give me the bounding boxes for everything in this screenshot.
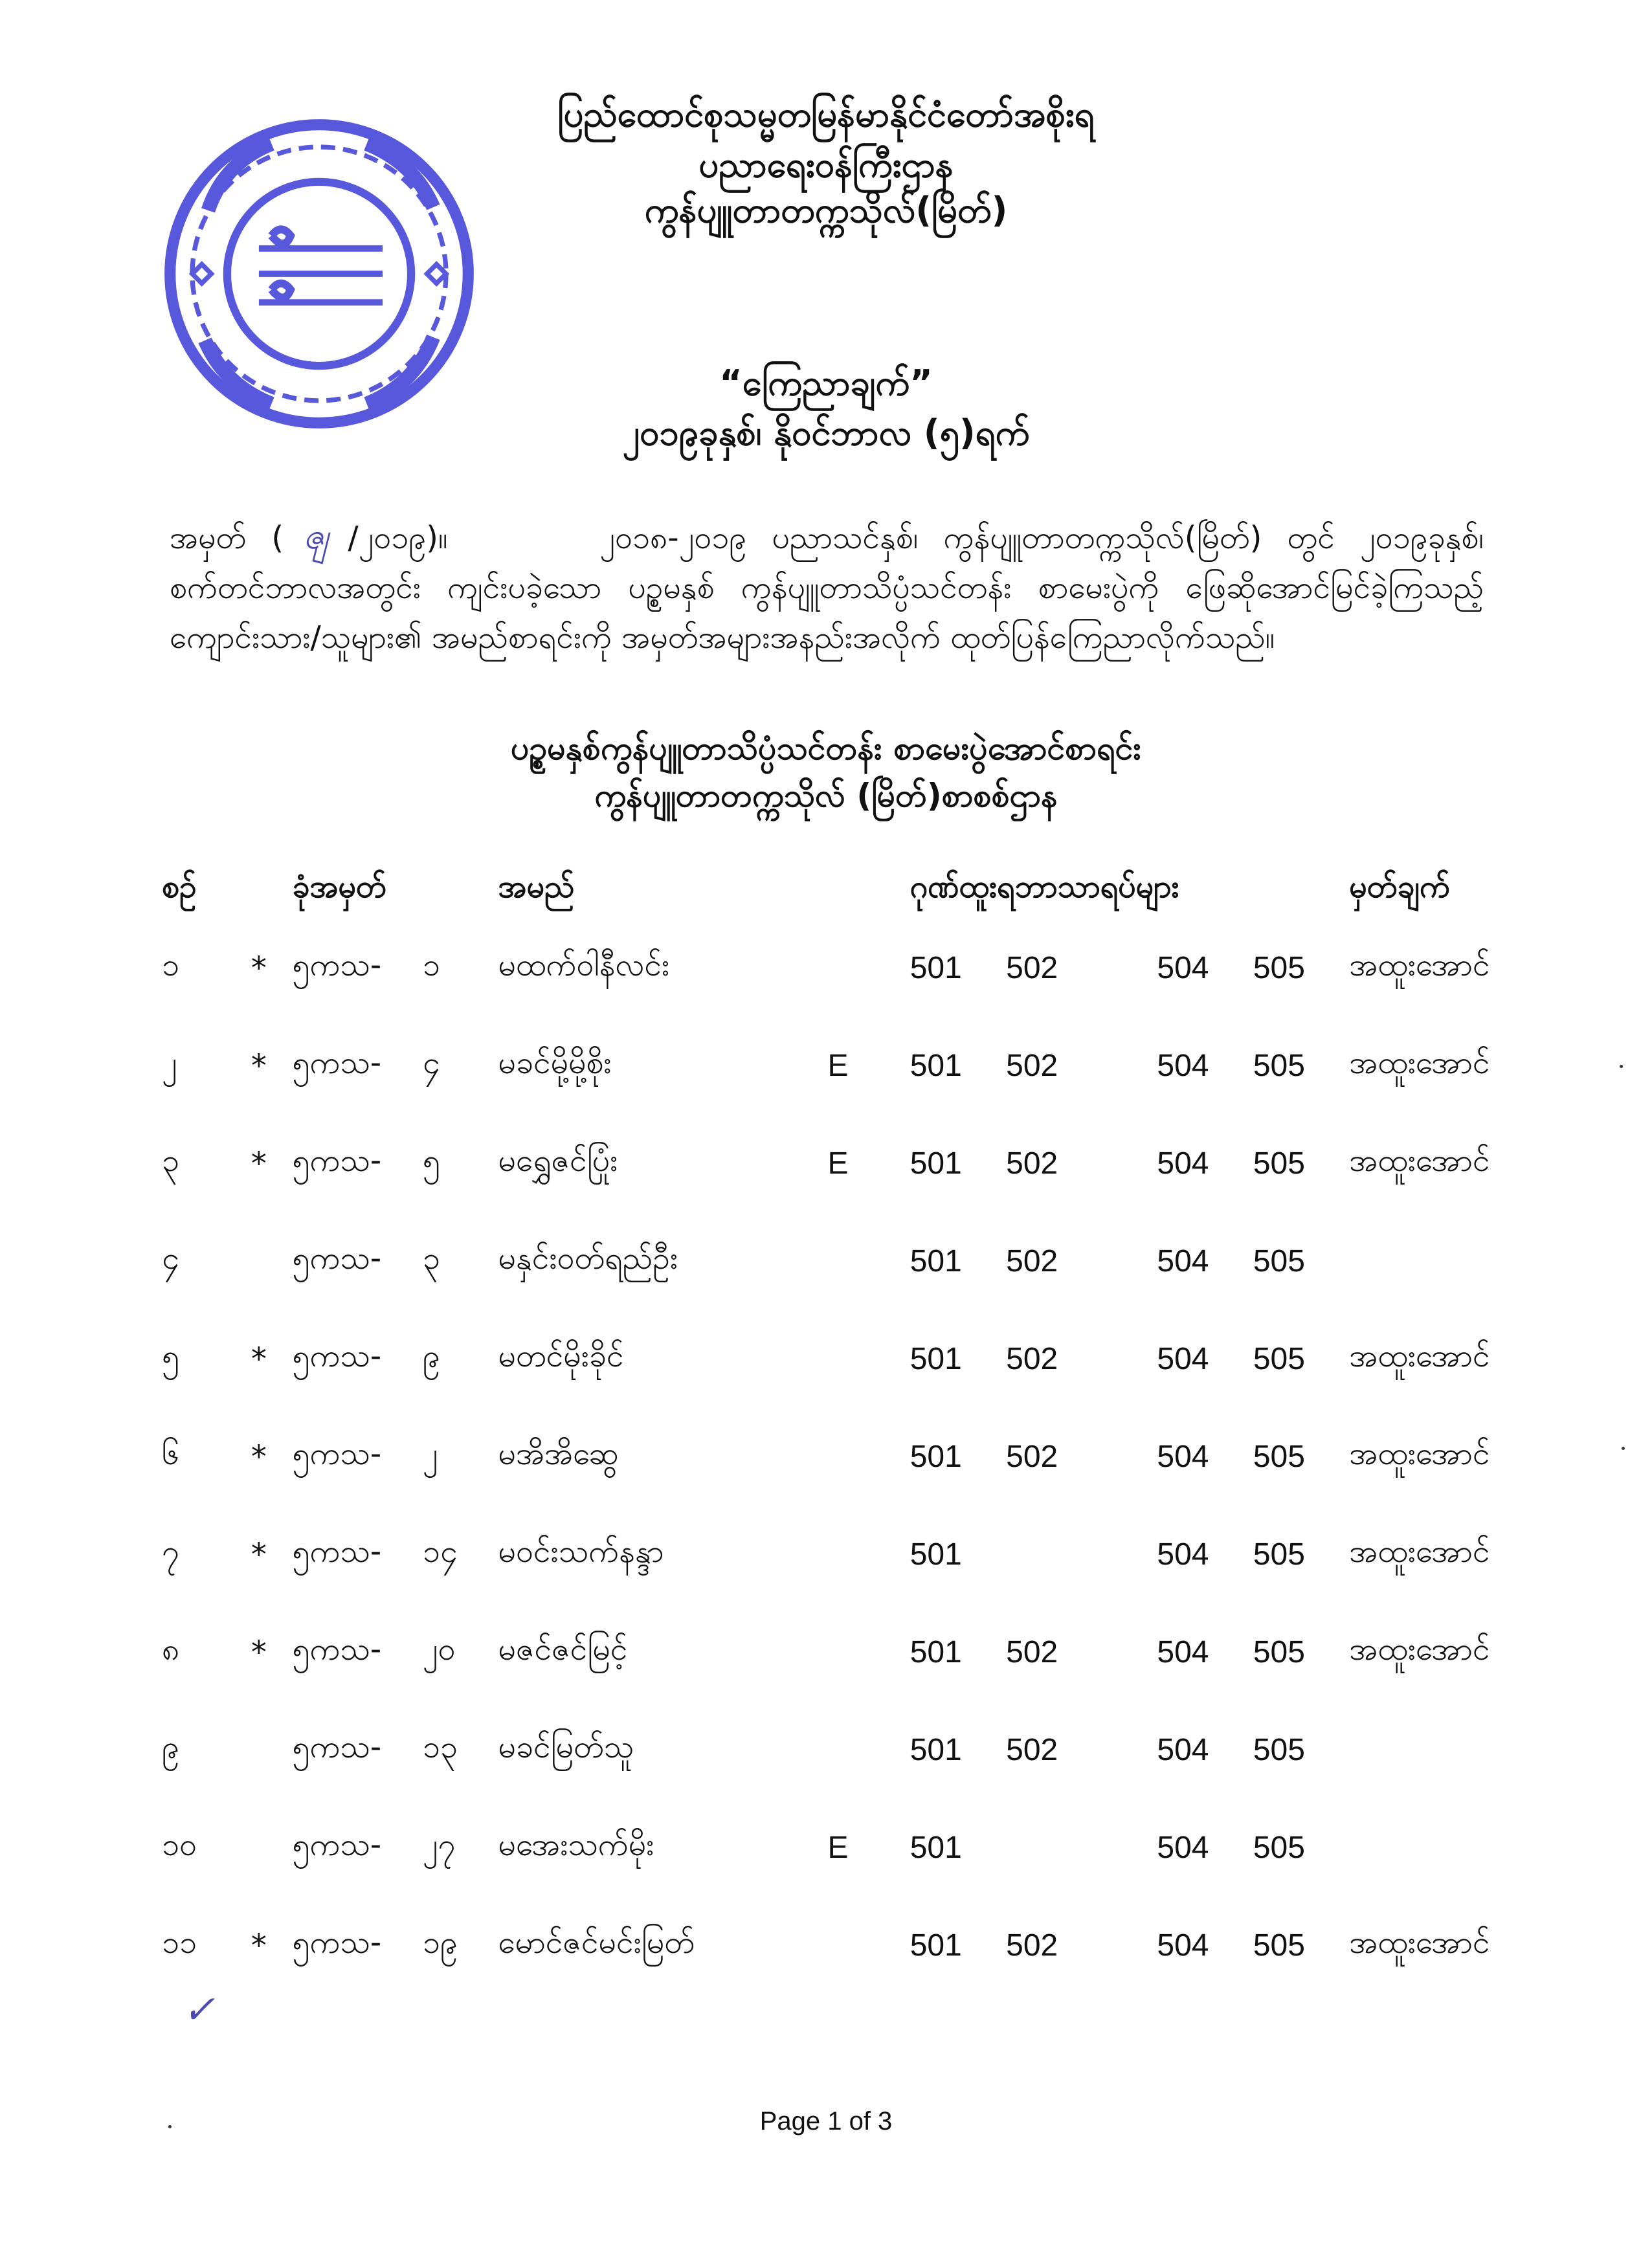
table-row (162, 919, 1528, 1017)
row-roll-prefix: ၅ကသ- (292, 1728, 382, 1765)
handwritten-check-mark: ✓ (183, 1987, 216, 2033)
row-remark: အထူးအောင် (1349, 1435, 1490, 1472)
row-roll-number: ၁၃ (422, 1728, 458, 1765)
table-row (162, 1799, 1528, 1897)
row-subject-3: 504 (1157, 1831, 1209, 1865)
row-subject-4: 505 (1253, 951, 1305, 985)
row-star-mark: * (251, 1927, 267, 1964)
table-row (162, 1603, 1528, 1701)
row-subject-1: 501 (910, 951, 962, 985)
row-roll-prefix: ၅ကသ- (292, 1533, 382, 1570)
row-e-mark (827, 1603, 910, 1701)
row-subject-1: 501 (910, 1928, 962, 1963)
row-subject-4: 505 (1253, 1928, 1305, 1963)
row-roll-number: ၅ (422, 1142, 440, 1179)
row-subject-3: 504 (1157, 1342, 1209, 1376)
row-roll-number: ၂၇ (422, 1826, 456, 1863)
row-subject-4: 505 (1253, 1831, 1305, 1865)
row-roll-prefix: ၅ကသ- (292, 1142, 382, 1179)
row-subject-1: 501 (910, 1342, 962, 1376)
row-roll-prefix: ၅ကသ- (292, 1044, 382, 1081)
row-subject-3: 504 (1157, 1146, 1209, 1181)
row-roll-number: ၉ (422, 1337, 440, 1374)
row-number: ၇ (162, 1533, 179, 1570)
paragraph-body: ၂၀၁၈-၂၀၁၉ ပညာသင်နှစ်၊ ကွန်ပျူတာတက္ကသိုလ်(မြိတ်) တွင် ၂၀၁၉ခုနှစ်၊ စက်တင်ဘာလအတွင်း ကျင်းပခဲ့သော ပဉ္စမနှစ် ကွန်ပျူတာသိပ္ပံသင်တန်း စာမေးပွဲကို ဖြေဆိုအောင်မြင်ခဲ့ကြသည့် ကျောင်းသား/သူများ၏ အမည်စာရင်းကို အမှတ်အများအနည်းအလိုက် ထုတ်ပြန်ကြေညာလိုက်သည်။ (170, 520, 1484, 656)
row-subject-4: 505 (1253, 1635, 1305, 1669)
row-subject-2 (1006, 1799, 1102, 1897)
handwritten-reference-number: ၛ (303, 515, 329, 557)
row-star-mark (251, 1799, 293, 1897)
row-e-mark: E (827, 1146, 849, 1181)
table-row (162, 1310, 1528, 1408)
table-row (162, 1115, 1528, 1212)
row-subject-2: 502 (1006, 1928, 1058, 1963)
header-university: ကွန်ပျူတာတက္ကသိုလ်(မြိတ်) (644, 190, 1008, 230)
row-star-mark (251, 1701, 293, 1799)
row-subject-4: 505 (1253, 1342, 1305, 1376)
row-roll-prefix: ၅ကသ- (292, 1337, 382, 1374)
row-e-mark (827, 919, 910, 1017)
table-row (162, 1408, 1528, 1506)
header-subjects: ဂုဏ်ထူးရဘာသာရပ်များ (910, 869, 1179, 905)
row-star-mark (251, 1212, 293, 1310)
row-roll-prefix: ၅ကသ- (292, 946, 382, 983)
row-number: ၁၁ (162, 1924, 197, 1961)
row-subject-1: 501 (910, 1146, 962, 1181)
row-e-mark (827, 1310, 910, 1408)
row-remark (1349, 1799, 1528, 1897)
row-e-mark (827, 1212, 910, 1310)
row-student-name: မအိအိဆွေ (498, 1435, 619, 1472)
row-roll-number: ၂၀ (422, 1631, 456, 1667)
row-star-mark: * (251, 950, 267, 987)
row-number: ၁ (162, 946, 179, 983)
row-subject-4: 505 (1253, 1537, 1305, 1572)
row-subject-1: 501 (910, 1733, 962, 1767)
row-subject-4: 505 (1253, 1146, 1305, 1181)
row-subject-1: 501 (910, 1831, 962, 1865)
row-number: ၆ (162, 1435, 179, 1472)
page-footer: Page 1 of 3 (759, 2107, 893, 2135)
row-subject-2: 502 (1006, 1733, 1058, 1767)
row-roll-prefix: ၅ကသ- (292, 1826, 382, 1863)
row-subject-3: 504 (1157, 1244, 1209, 1278)
row-subject-3: 504 (1157, 1635, 1209, 1669)
table-row (162, 1701, 1528, 1799)
row-subject-3: 504 (1157, 1440, 1209, 1474)
table-row (162, 1212, 1528, 1310)
row-remark: အထူးအောင် (1349, 1044, 1490, 1081)
row-star-mark: * (251, 1634, 267, 1671)
results-table (162, 861, 1528, 1994)
announcement-paragraph (170, 511, 1484, 663)
list-title: ပဉ္စမနှစ်ကွန်ပျူတာသိပ္ပံသင်တန်း စာမေးပွဲအောင်စာရင်း (510, 730, 1142, 767)
row-e-mark (827, 1506, 910, 1603)
row-number: ၈ (162, 1631, 180, 1667)
header-no: စဉ် (162, 869, 197, 905)
row-number: ၃ (162, 1142, 179, 1179)
row-e-mark: E (827, 1831, 849, 1865)
row-student-name: မခင်မြတ်သူ (498, 1728, 634, 1765)
row-subject-1: 501 (910, 1635, 962, 1669)
row-student-name: မဇင်ဇင်မြင့် (498, 1631, 628, 1667)
row-subject-1: 501 (910, 1440, 962, 1474)
row-remark: အထူးအောင် (1349, 1142, 1490, 1179)
row-subject-2: 502 (1006, 1342, 1058, 1376)
row-star-mark: * (251, 1438, 267, 1475)
row-remark: အထူးအောင် (1349, 1533, 1490, 1570)
row-star-mark: * (251, 1536, 267, 1573)
row-roll-number: ၂ (422, 1435, 438, 1472)
table-row (162, 1506, 1528, 1603)
row-subject-2: 502 (1006, 1146, 1058, 1181)
row-number: ၅ (162, 1337, 179, 1374)
row-subject-3: 504 (1157, 951, 1209, 985)
row-subject-3: 504 (1157, 1733, 1209, 1767)
row-subject-2: 502 (1006, 1244, 1058, 1278)
reference-prefix: အမှတ် ( (170, 520, 284, 556)
row-subject-2: 502 (1006, 1635, 1058, 1669)
row-subject-4: 505 (1253, 1244, 1305, 1278)
row-e-mark (827, 1408, 910, 1506)
row-student-name: မရွှေဇင်ပြုံး (498, 1142, 618, 1179)
row-subject-2 (1006, 1506, 1102, 1603)
row-star-mark: * (251, 1341, 267, 1377)
row-subject-1: 501 (910, 1049, 962, 1083)
row-student-name: မခင်မို့မို့စိုး (498, 1044, 612, 1081)
row-subject-4: 505 (1253, 1733, 1305, 1767)
row-e-mark (827, 1897, 910, 1994)
row-subject-2: 502 (1006, 1440, 1058, 1474)
row-subject-4: 505 (1253, 1440, 1305, 1474)
announcement-title: “ကြေညာချက်” (719, 362, 933, 403)
row-subject-2: 502 (1006, 951, 1058, 985)
list-subtitle: ကွန်ပျူတာတက္ကသိုလ် (မြိတ်)စာစစ်ဌာန (594, 777, 1058, 814)
row-roll-number: ၁ (422, 946, 440, 983)
row-roll-prefix: ၅ကသ- (292, 1435, 382, 1472)
table-header-row (162, 861, 1528, 919)
row-roll-number: ၄ (422, 1044, 440, 1081)
row-number: ၄ (162, 1240, 179, 1276)
row-remark: အထူးအောင် (1349, 1924, 1490, 1961)
table-row (162, 1017, 1528, 1115)
row-subject-1: 501 (910, 1244, 962, 1278)
row-roll-number: ၁၉ (422, 1924, 458, 1961)
row-subject-2: 502 (1006, 1049, 1058, 1083)
header-ministry: ပညာရေးဝန်ကြီးဌာန (698, 144, 954, 185)
row-number: ၂ (162, 1044, 177, 1081)
row-e-mark: E (827, 1049, 849, 1083)
row-roll-prefix: ၅ကသ- (292, 1240, 382, 1276)
row-remark: အထူးအောင် (1349, 1631, 1490, 1667)
row-student-name: မဝင်းသက်နန္ဒာ (498, 1533, 664, 1570)
row-subject-3: 504 (1157, 1049, 1209, 1083)
row-number: ၁၀ (162, 1826, 197, 1863)
row-star-mark: * (251, 1145, 267, 1182)
row-number: ၉ (162, 1728, 179, 1765)
row-remark: အထူးအောင် (1349, 1337, 1490, 1374)
row-student-name: မောင်ဇင်မင်းမြတ် (498, 1924, 695, 1961)
row-subject-4: 505 (1253, 1049, 1305, 1083)
reference-suffix: /၂၀၁၉)။ (348, 520, 448, 556)
row-student-name: မထက်ဝါနီလင်း (498, 946, 670, 983)
row-student-name: မတင်မိုးခိုင် (498, 1337, 624, 1374)
row-subject-1: 501 (910, 1537, 962, 1572)
row-remark (1349, 1701, 1528, 1799)
announcement-date: ၂၀၁၉ခုနှစ်၊ နိုဝင်ဘာလ (၅)ရက် (622, 412, 1030, 453)
header-remark: မှတ်ချက် (1349, 869, 1450, 905)
row-roll-prefix: ၅ကသ- (292, 1631, 382, 1667)
row-student-name: မနှင်းဝတ်ရည်ဦး (498, 1240, 678, 1276)
row-subject-3: 504 (1157, 1537, 1209, 1572)
row-roll-number: ၁၄ (422, 1533, 458, 1570)
row-subject-3: 504 (1157, 1928, 1209, 1963)
row-remark: အထူးအောင် (1349, 946, 1490, 983)
row-star-mark: * (251, 1047, 267, 1084)
row-roll-number: ၃ (422, 1240, 440, 1276)
row-student-name: မအေးသက်မိုး (498, 1826, 654, 1863)
row-e-mark (827, 1701, 910, 1799)
header-roll: ခုံအမှတ် (292, 869, 386, 905)
row-remark (1349, 1212, 1528, 1310)
row-roll-prefix: ၅ကသ- (292, 1924, 382, 1961)
header-government: ပြည်ထောင်စုသမ္မတမြန်မာနိုင်ငံတော်အစိုးရ (557, 94, 1095, 135)
header-name: အမည် (498, 869, 575, 905)
table-row (162, 1897, 1528, 1994)
